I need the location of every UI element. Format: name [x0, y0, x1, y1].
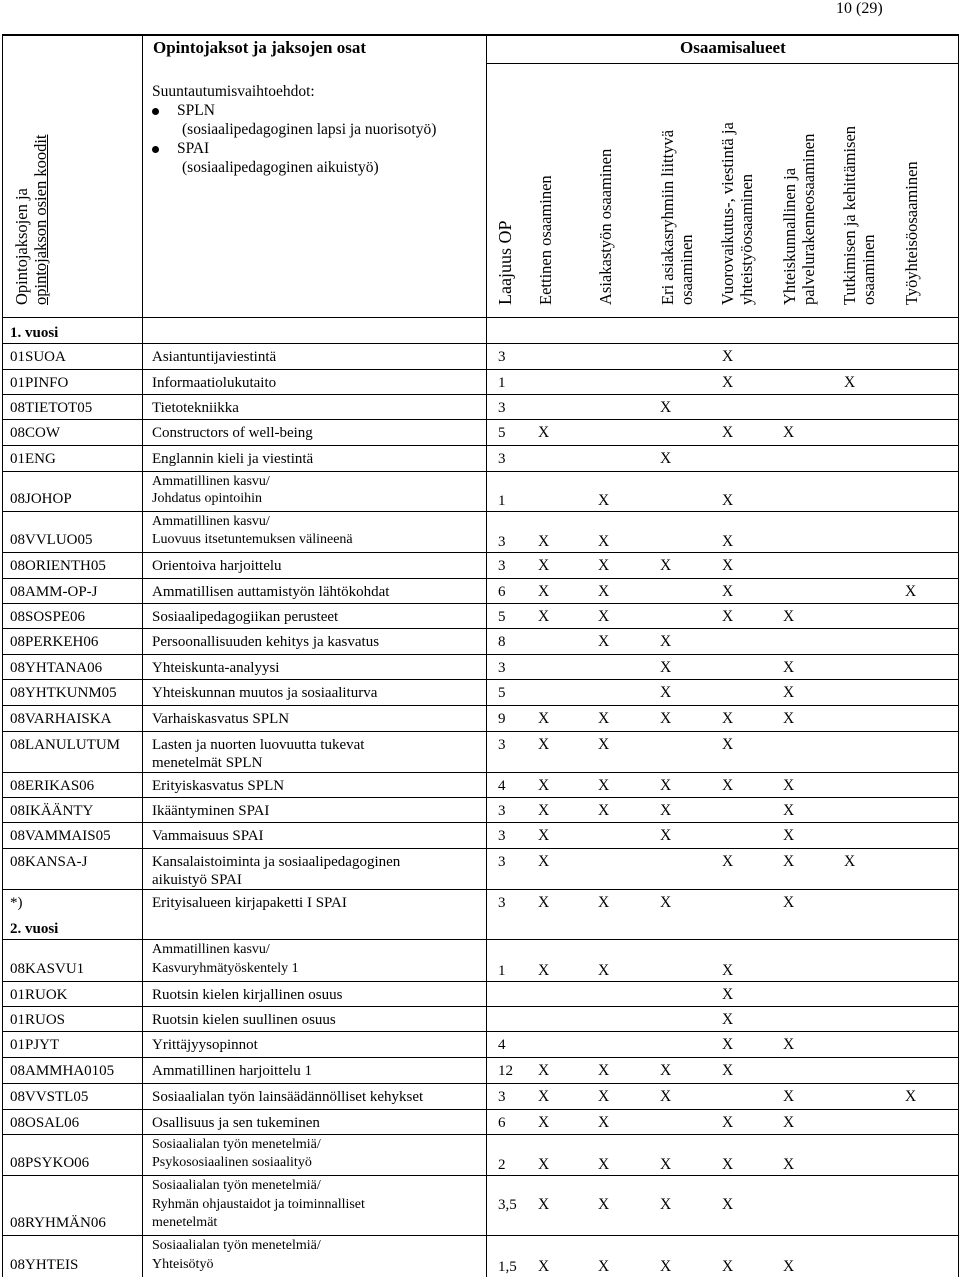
competence-mark: X — [598, 492, 610, 509]
row-name: Yrittäjyysopinnot — [152, 1037, 258, 1053]
row-divider — [2, 889, 958, 890]
competence-mark: X — [538, 853, 550, 870]
row-divider — [2, 1057, 958, 1058]
row-divider — [2, 1031, 958, 1032]
header-divider — [486, 63, 958, 64]
row-code: 01ENG — [10, 451, 56, 467]
competence-mark: X — [783, 894, 795, 911]
competence-mark: X — [660, 659, 672, 676]
row-credits: 3 — [498, 660, 506, 676]
row-credits: 5 — [498, 425, 506, 441]
row-divider — [2, 1235, 958, 1236]
row-divider — [2, 654, 958, 655]
competence-mark: X — [722, 492, 734, 509]
row-credits: 9 — [498, 711, 506, 727]
competence-mark: X — [598, 583, 610, 600]
row-credits: 1 — [498, 375, 506, 391]
competence-mark: X — [660, 1156, 672, 1173]
row-divider — [2, 511, 958, 512]
row-credits: 3 — [498, 737, 506, 753]
row-name: Kansalaistoiminta ja sosiaalipedagoginen — [152, 854, 401, 870]
competence-mark: X — [598, 777, 610, 794]
competence-mark: X — [598, 608, 610, 625]
row-credits: 1,5 — [498, 1259, 517, 1275]
row-name: Kasvuryhmätyöskentely 1 — [152, 961, 299, 976]
row-credits: 1 — [498, 493, 506, 509]
competence-mark: X — [660, 1062, 672, 1079]
row-divider — [2, 445, 958, 446]
row-credits: 8 — [498, 634, 506, 650]
row-divider — [2, 705, 958, 706]
row-code: 08VAMMAIS05 — [10, 828, 111, 844]
row-name: Lasten ja nuorten luovuutta tukevat — [152, 737, 365, 753]
row-code: 08RYHMÄN06 — [10, 1215, 106, 1231]
row-name: Sosiaalipedagogiikan perusteet — [152, 609, 339, 625]
row-name: Psykososiaalinen sosiaalityö — [152, 1155, 312, 1170]
row-divider — [2, 797, 958, 798]
row-divider — [2, 1109, 958, 1110]
row-code: 08VVSTL05 — [10, 1089, 89, 1105]
row-code: 08YHTANA06 — [10, 660, 103, 676]
competence-mark: X — [660, 1088, 672, 1105]
row-name: Ruotsin kielen kirjallinen osuus — [152, 987, 343, 1003]
competence-mark: X — [660, 710, 672, 727]
row-divider — [2, 772, 958, 773]
row-name-cont: menetelmät SPLN — [152, 755, 263, 771]
row-name: Tietotekniikka — [152, 400, 239, 416]
competence-mark: X — [783, 827, 795, 844]
competence-mark: X — [598, 633, 610, 650]
row-name: Yhteiskunnan muutos ja sosiaaliturva — [152, 685, 378, 701]
row-divider — [2, 603, 958, 604]
competence-mark: X — [598, 533, 610, 550]
competence-mark: X — [722, 1258, 734, 1275]
row-divider — [2, 1175, 958, 1176]
competence-mark: X — [598, 1088, 610, 1105]
competence-header: Vuorovaikutus-, viestintä ja yhteistyöosaaminen — [718, 122, 756, 305]
competence-mark: X — [660, 827, 672, 844]
row-name: Ammatillinen harjoittelu 1 — [152, 1063, 312, 1079]
row-name-prefix: Ammatillinen kasvu/ — [152, 514, 270, 529]
row-name: Sosiaalialan työn lainsäädännölliset kehykset — [152, 1089, 424, 1105]
competence-mark: X — [538, 608, 550, 625]
competence-header: Yhteiskunnallinen ja palvelurakenneosaaminen — [780, 133, 818, 305]
row-name-prefix: Ammatillinen kasvu/ — [152, 942, 270, 957]
competence-mark: X — [783, 1036, 795, 1053]
competence-mark: X — [722, 1011, 734, 1028]
code-column-header: Opintojaksojen ja opintojakson osien koodit — [12, 134, 50, 305]
orientation-item-desc: (sosiaalipedagoginen aikuistyö) — [182, 159, 379, 176]
row-credits: 3 — [498, 895, 506, 911]
competence-header: Työyhteisöosaaminen — [902, 161, 921, 305]
competence-mark: X — [783, 802, 795, 819]
row-name: Orientoiva harjoittelu — [152, 558, 282, 574]
row-credits: 3 — [498, 828, 506, 844]
competence-mark: X — [538, 533, 550, 550]
row-credits: 5 — [498, 685, 506, 701]
competence-mark: X — [598, 557, 610, 574]
row-divider — [2, 981, 958, 982]
col-divider — [486, 34, 487, 1277]
row-code: *) — [10, 895, 23, 911]
row-code: 08AMM-OP-J — [10, 584, 98, 600]
row-name: Ruotsin kielen suullinen osuus — [152, 1012, 336, 1028]
page-number: 10 (29) — [836, 0, 883, 17]
row-divider — [2, 419, 958, 420]
row-divider — [2, 1134, 958, 1135]
row-credits: 3 — [498, 803, 506, 819]
competence-mark: X — [598, 1062, 610, 1079]
competence-mark: X — [905, 1088, 917, 1105]
competence-mark: X — [722, 1114, 734, 1131]
orientation-title: Suuntautumisvaihtoehdot: — [152, 83, 315, 100]
row-divider — [2, 471, 958, 472]
competence-mark: X — [598, 710, 610, 727]
competence-mark: X — [722, 736, 734, 753]
competence-mark: X — [722, 962, 734, 979]
row-divider — [2, 939, 958, 940]
row-code: 08AMMHA0105 — [10, 1063, 115, 1079]
row-name: Ammatillisen auttamistyön lähtökohdat — [152, 584, 390, 600]
row-code: 08YHTEIS — [10, 1257, 79, 1273]
row-divider — [2, 578, 958, 579]
competence-mark: X — [783, 1258, 795, 1275]
row-name-prefix: Ammatillinen kasvu/ — [152, 474, 270, 489]
row-divider — [2, 1083, 958, 1084]
header-bottom-line — [2, 317, 958, 318]
row-divider — [2, 679, 958, 680]
competence-mark: X — [660, 684, 672, 701]
competence-mark: X — [722, 557, 734, 574]
row-name: Yhteiskunta-analyysi — [152, 660, 280, 676]
row-code: 08KANSA-J — [10, 854, 88, 870]
competence-mark: X — [905, 583, 917, 600]
competence-mark: X — [538, 1156, 550, 1173]
row-name: Johdatus opintoihin — [152, 491, 263, 506]
row-name: Erityisalueen kirjapaketti I SPAI — [152, 895, 347, 911]
competence-mark: X — [722, 986, 734, 1003]
row-credits: 3 — [498, 451, 506, 467]
row-credits: 3 — [498, 400, 506, 416]
competence-mark: X — [722, 1196, 734, 1213]
competence-mark: X — [538, 710, 550, 727]
competence-mark: X — [538, 802, 550, 819]
competence-mark: X — [538, 827, 550, 844]
competence-mark: X — [722, 1062, 734, 1079]
row-name: Vammaisuus SPAI — [152, 828, 264, 844]
row-divider — [2, 822, 958, 823]
row-code: 08ERIKAS06 — [10, 778, 95, 794]
row-name-prefix: Sosiaalialan työn menetelmiä/ — [152, 1137, 321, 1152]
competence-mark: X — [598, 1114, 610, 1131]
competence-mark: X — [783, 659, 795, 676]
competence-mark: X — [783, 777, 795, 794]
row-divider — [2, 552, 958, 553]
bullet-icon — [152, 146, 159, 153]
competence-mark: X — [783, 710, 795, 727]
competence-mark: X — [598, 1156, 610, 1173]
row-name: Osallisuus ja sen tukeminen — [152, 1115, 320, 1131]
row-code: 08VARHAISKA — [10, 711, 112, 727]
competence-mark: X — [660, 894, 672, 911]
bullet-icon — [152, 108, 159, 115]
competence-header: Asiakastyön osaaminen — [596, 148, 615, 305]
competence-mark: X — [722, 374, 734, 391]
row-credits: 6 — [498, 584, 506, 600]
col-divider — [142, 34, 143, 1277]
competence-mark: X — [722, 710, 734, 727]
competence-mark: X — [538, 1088, 550, 1105]
row-code: 08ORIENTH05 — [10, 558, 106, 574]
competence-mark: X — [722, 583, 734, 600]
row-code: 08JOHOP — [10, 491, 72, 507]
competence-mark: X — [538, 583, 550, 600]
competence-mark: X — [598, 736, 610, 753]
row-credits: 4 — [498, 778, 506, 794]
competence-mark: X — [538, 1114, 550, 1131]
row-divider — [2, 343, 958, 344]
section-title: 2. vuosi — [10, 921, 59, 937]
row-divider — [2, 369, 958, 370]
row-code: 01RUOS — [10, 1012, 66, 1028]
competence-mark: X — [538, 1062, 550, 1079]
competence-mark: X — [722, 1036, 734, 1053]
right-header-title: Osaamisalueet — [680, 38, 786, 57]
row-name: Asiantuntijaviestintä — [152, 349, 277, 365]
row-name: Ikääntyminen SPAI — [152, 803, 270, 819]
row-credits: 3 — [498, 1089, 506, 1105]
competence-mark: X — [660, 450, 672, 467]
row-credits: 5 — [498, 609, 506, 625]
row-name: Persoonallisuuden kehitys ja kasvatus — [152, 634, 380, 650]
row-name-cont: menetelmät — [152, 1215, 218, 1230]
competence-mark: X — [538, 736, 550, 753]
row-credits: 3 — [498, 534, 506, 550]
row-divider — [2, 1006, 958, 1007]
orientation-item-desc: (sosiaalipedagoginen lapsi ja nuorisotyö) — [182, 121, 437, 138]
competence-mark: X — [722, 533, 734, 550]
row-credits: 3,5 — [498, 1197, 517, 1213]
row-name: Ryhmän ohjaustaidot ja toiminnalliset — [152, 1197, 365, 1212]
row-code: 08SOSPE06 — [10, 609, 86, 625]
row-name: Informaatiolukutaito — [152, 375, 277, 391]
row-divider — [2, 394, 958, 395]
competence-mark: X — [722, 1156, 734, 1173]
left-header-title: Opintojaksot ja jaksojen osat — [153, 38, 366, 57]
row-code: 08OSAL06 — [10, 1115, 80, 1131]
row-code: 01RUOK — [10, 987, 68, 1003]
competence-mark: X — [783, 1114, 795, 1131]
row-credits: 2 — [498, 1157, 506, 1173]
row-divider — [2, 848, 958, 849]
competence-mark: X — [538, 1196, 550, 1213]
row-credits: 3 — [498, 349, 506, 365]
competence-mark: X — [598, 1196, 610, 1213]
competence-mark: X — [660, 777, 672, 794]
competence-mark: X — [844, 374, 856, 391]
row-code: 01PINFO — [10, 375, 69, 391]
row-name: Varhaiskasvatus SPLN — [152, 711, 290, 727]
row-divider — [2, 628, 958, 629]
row-name: Constructors of well-being — [152, 425, 313, 441]
row-credits: 1 — [498, 963, 506, 979]
competence-mark: X — [783, 853, 795, 870]
row-code: 08YHTKUNM05 — [10, 685, 117, 701]
competence-mark: X — [722, 348, 734, 365]
row-name-prefix: Sosiaalialan työn menetelmiä/ — [152, 1178, 321, 1193]
competence-mark: X — [660, 557, 672, 574]
competence-mark: X — [783, 1156, 795, 1173]
competence-mark: X — [660, 802, 672, 819]
competence-mark: X — [783, 608, 795, 625]
row-name: Erityiskasvatus SPLN — [152, 778, 285, 794]
competence-mark: X — [598, 894, 610, 911]
orientation-item: SPLN — [152, 101, 436, 120]
row-name: Luovuus itsetuntemuksen välineenä — [152, 532, 353, 547]
competence-mark: X — [538, 962, 550, 979]
competence-mark: X — [660, 633, 672, 650]
row-code: 08TIETOT05 — [10, 400, 93, 416]
row-code: 08COW — [10, 425, 60, 441]
competence-mark: X — [660, 1196, 672, 1213]
orientation-block — [152, 82, 436, 177]
row-divider — [2, 731, 958, 732]
competence-mark: X — [538, 1258, 550, 1275]
competence-header: Eri asiakasryhmiin liittyvä osaaminen — [658, 129, 696, 305]
competence-mark: X — [783, 1088, 795, 1105]
competence-mark: X — [783, 424, 795, 441]
row-code: 08IKÄÄNTY — [10, 803, 94, 819]
row-credits: 6 — [498, 1115, 506, 1131]
competence-mark: X — [660, 399, 672, 416]
row-name-prefix: Sosiaalialan työn menetelmiä/ — [152, 1238, 321, 1253]
competence-mark: X — [722, 608, 734, 625]
credits-header: Laajuus OP — [495, 220, 515, 305]
row-credits: 4 — [498, 1037, 506, 1053]
row-name: Englannin kieli ja viestintä — [152, 451, 314, 467]
orientation-item: SPAI — [152, 139, 436, 158]
competence-mark: X — [538, 424, 550, 441]
competence-mark: X — [538, 894, 550, 911]
competence-mark: X — [598, 802, 610, 819]
row-code: 08LANULUTUM — [10, 737, 120, 753]
row-credits: 3 — [498, 558, 506, 574]
row-code: 08VVLUO05 — [10, 532, 93, 548]
competence-mark: X — [783, 684, 795, 701]
row-credits: 3 — [498, 854, 506, 870]
competence-mark: X — [722, 777, 734, 794]
competence-mark: X — [598, 962, 610, 979]
competence-mark: X — [722, 424, 734, 441]
row-code: 08PSYKO06 — [10, 1155, 90, 1171]
row-code: 01PJYT — [10, 1037, 60, 1053]
row-name-cont: aikuistyö SPAI — [152, 872, 242, 888]
competence-mark: X — [538, 557, 550, 574]
row-code: 01SUOA — [10, 349, 66, 365]
row-code: 08KASVU1 — [10, 961, 85, 977]
competence-header: Eettinen osaaminen — [536, 175, 555, 305]
competence-mark: X — [538, 777, 550, 794]
competence-mark: X — [598, 1258, 610, 1275]
competence-header: Tutkimisen ja kehittämisen osaaminen — [840, 125, 878, 305]
competence-mark: X — [660, 1258, 672, 1275]
section-title: 1. vuosi — [10, 325, 59, 341]
row-name: Yhteisötyö — [152, 1257, 214, 1272]
row-code: 08PERKEH06 — [10, 634, 99, 650]
competence-mark: X — [844, 853, 856, 870]
competence-mark: X — [722, 853, 734, 870]
row-credits: 12 — [498, 1063, 513, 1079]
